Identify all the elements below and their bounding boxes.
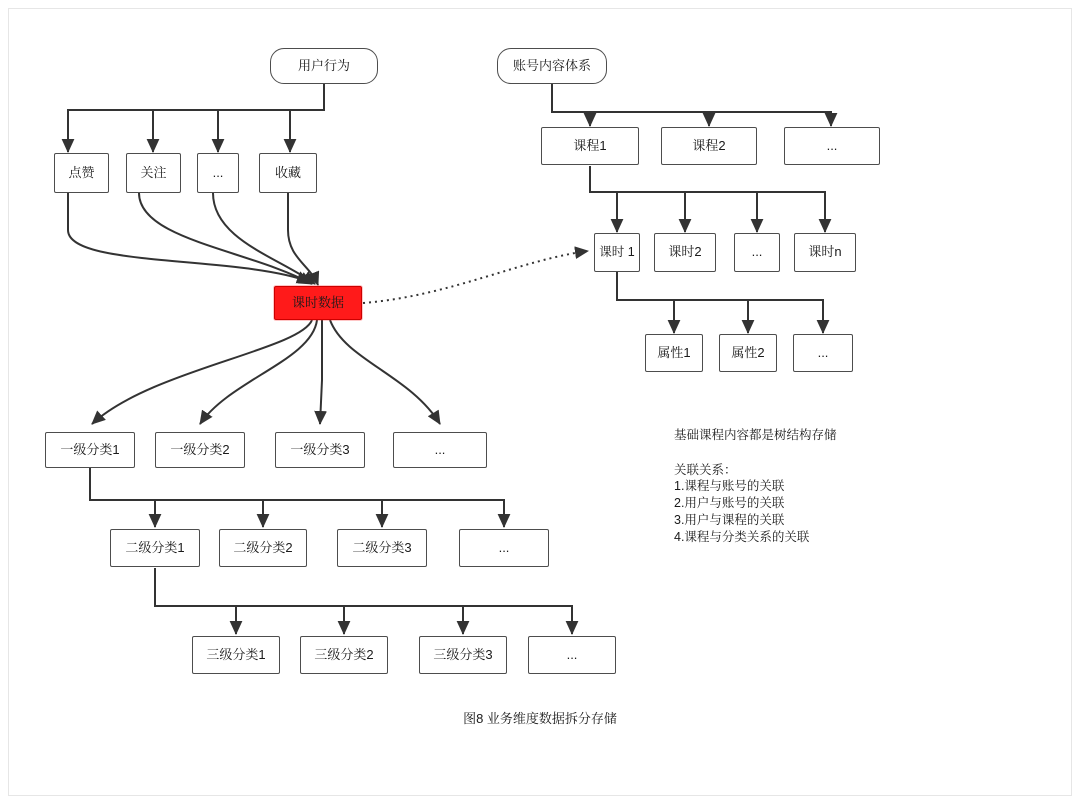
- node-favorite[interactable]: 收藏: [259, 153, 317, 193]
- node-cat3-2[interactable]: 三级分类2: [300, 636, 388, 674]
- node-attr-1[interactable]: 属性1: [645, 334, 703, 372]
- page-border: [8, 8, 1072, 796]
- node-period-ellipsis[interactable]: ...: [734, 233, 780, 272]
- node-lesson-data[interactable]: 课时数据: [274, 286, 362, 320]
- node-attr-ellipsis[interactable]: ...: [793, 334, 853, 372]
- note-relation-4: 4.课程与分类关系的关联: [674, 530, 810, 544]
- node-attr-2[interactable]: 属性2: [719, 334, 777, 372]
- note-relation-1: 1.课程与账号的关联: [674, 479, 785, 493]
- node-course-2[interactable]: 课程2: [661, 127, 757, 165]
- note-relation-3: 3.用户与课程的关联: [674, 513, 785, 527]
- node-user-behavior[interactable]: 用户行为: [270, 48, 378, 84]
- node-cat3-1[interactable]: 三级分类1: [192, 636, 280, 674]
- figure-caption: 图8 业务维度数据拆分存储: [463, 711, 617, 726]
- node-cat1-ellipsis[interactable]: ...: [393, 432, 487, 468]
- node-cat2-1[interactable]: 二级分类1: [110, 529, 200, 567]
- node-account-content[interactable]: 账号内容体系: [497, 48, 607, 84]
- node-course-1[interactable]: 课程1: [541, 127, 639, 165]
- node-cat2-3[interactable]: 二级分类3: [337, 529, 427, 567]
- node-cat1-1[interactable]: 一级分类1: [45, 432, 135, 468]
- node-period-2[interactable]: 课时2: [654, 233, 716, 272]
- node-behavior-ellipsis[interactable]: ...: [197, 153, 239, 193]
- node-period-n[interactable]: 课时n: [794, 233, 856, 272]
- node-period-1[interactable]: 课时 1: [594, 233, 640, 272]
- note-relations-title: 关联关系：: [674, 463, 737, 477]
- node-cat2-2[interactable]: 二级分类2: [219, 529, 307, 567]
- node-cat1-2[interactable]: 一级分类2: [155, 432, 245, 468]
- note-relation-2: 2.用户与账号的关联: [674, 496, 785, 510]
- node-follow[interactable]: 关注: [126, 153, 181, 193]
- node-cat3-3[interactable]: 三级分类3: [419, 636, 507, 674]
- node-cat1-3[interactable]: 一级分类3: [275, 432, 365, 468]
- node-like[interactable]: 点赞: [54, 153, 109, 193]
- node-cat3-ellipsis[interactable]: ...: [528, 636, 616, 674]
- note-tree-storage: 基础课程内容都是树结构存储: [674, 428, 837, 442]
- node-course-ellipsis[interactable]: ...: [784, 127, 880, 165]
- node-cat2-ellipsis[interactable]: ...: [459, 529, 549, 567]
